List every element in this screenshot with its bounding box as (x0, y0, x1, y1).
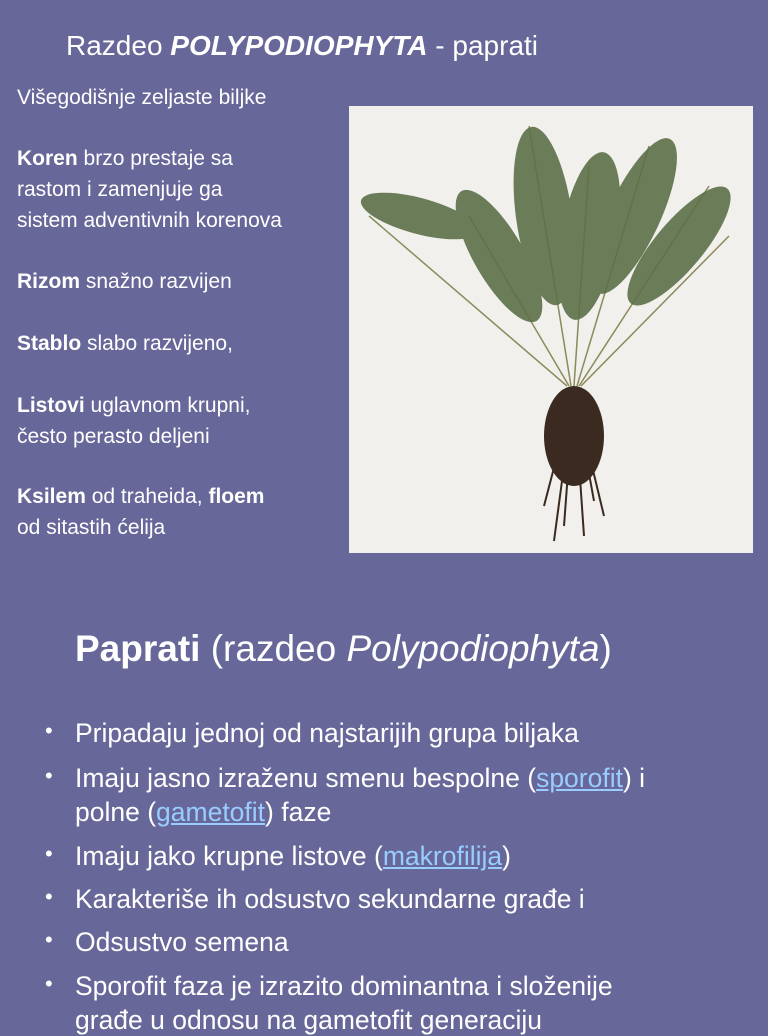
title-taxon: POLYPODIOPHYTA (170, 30, 428, 61)
title-text: - paprati (427, 30, 539, 61)
bullet-continuation: građe u odnosu na gametofit generaciju (75, 1005, 543, 1035)
gametofit-link[interactable]: gametofit (156, 797, 266, 827)
text-line: Listovi uglavnom krupni, (17, 394, 251, 417)
makrofilija-link[interactable]: makrofilija (382, 841, 503, 871)
sporofit-link[interactable]: sporofit (536, 763, 623, 793)
text-line: rastom i zamenjuje ga (17, 178, 223, 201)
title-text: Razdeo (66, 30, 171, 61)
text-line: Ksilem od traheida, floem (17, 485, 265, 508)
text-line: Koren brzo prestaje sa (17, 147, 233, 170)
text-line: često perasto deljeni (17, 425, 210, 448)
text-line: od sitastih ćelija (17, 516, 166, 539)
bullet-continuation: polne (gametofit) faze (75, 797, 332, 827)
text-line: Stablo slabo razvijeno, (17, 332, 233, 355)
slide2-title: Paprati (razdeo Polypodiophyta) (75, 628, 612, 669)
text-line: Rizom snažno razvijen (17, 270, 232, 293)
text-line: sistem adventivnih korenova (17, 209, 282, 232)
text-line: Višegodišnje zeljaste biljke (17, 86, 267, 109)
slide1-title (66, 30, 538, 62)
fern-photo (349, 106, 753, 553)
